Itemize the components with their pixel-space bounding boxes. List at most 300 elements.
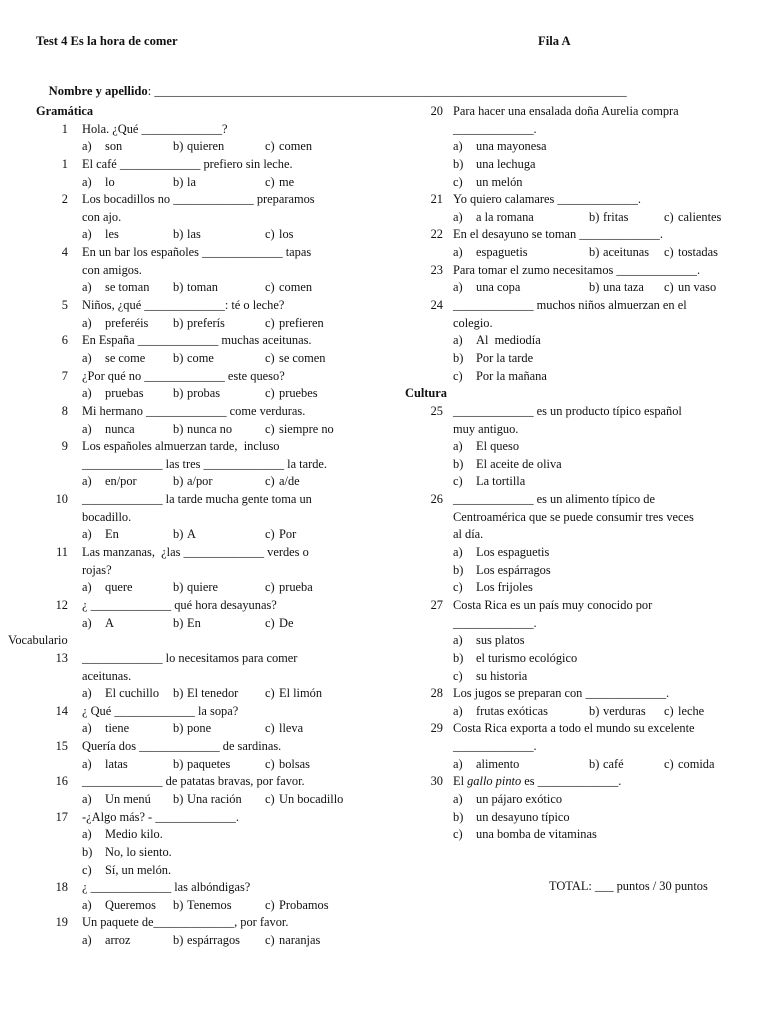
answer-options: [405, 703, 750, 721]
option-text: verduras: [603, 703, 646, 718]
question-row: [36, 738, 376, 756]
question-continuation: [36, 262, 376, 280]
option-letter: b): [453, 562, 464, 577]
question-text: con amigos.: [82, 262, 142, 277]
question-text: Costa Rica es un país muy conocido por: [453, 597, 653, 612]
option-text: preferís: [187, 315, 225, 330]
question-row: [405, 720, 750, 738]
option-letter: c): [265, 791, 275, 806]
option-letter: b): [173, 350, 184, 365]
option-letter: c): [265, 421, 275, 436]
option-text: tostadas: [678, 245, 718, 260]
answer-options: [405, 209, 750, 227]
answer-option-row: [36, 826, 376, 844]
option-text: Los espárragos: [476, 562, 551, 577]
option-letter: a): [82, 756, 92, 771]
question-number: 1: [61, 121, 68, 136]
option-text: preferéis: [105, 315, 149, 330]
question-row: [36, 156, 376, 174]
option-text: Un menú: [105, 791, 151, 806]
option-letter: a): [82, 686, 92, 701]
option-text: a/por: [187, 474, 213, 489]
option-letter: a): [82, 791, 92, 806]
option-text: sus platos: [476, 633, 525, 648]
option-letter: b): [589, 245, 600, 260]
option-text: Una ración: [187, 791, 242, 806]
question-continuation: [36, 668, 376, 686]
option-letter: c): [453, 827, 463, 842]
question-row: [36, 703, 376, 721]
answer-options: [36, 279, 376, 297]
question-number: 4: [61, 245, 68, 260]
option-text: Al mediodía: [476, 333, 541, 348]
question-row: [36, 403, 376, 421]
option-text: De: [279, 615, 294, 630]
option-text: quere: [105, 580, 133, 595]
option-text: Por la tarde: [476, 350, 534, 365]
answer-options: [36, 897, 376, 915]
question-text: colegio.: [453, 315, 493, 330]
question-number: 6: [61, 333, 68, 348]
option-text: pone: [187, 721, 212, 736]
question-row: [36, 879, 376, 897]
question-row: [36, 332, 376, 350]
question-number: 15: [55, 739, 68, 754]
option-letter: a): [453, 333, 463, 348]
question-row: [405, 773, 750, 791]
option-text: toman: [187, 280, 218, 295]
question-row: [405, 597, 750, 615]
question-text: al día.: [453, 527, 484, 542]
option-letter: c): [265, 139, 275, 154]
answer-option-row: [405, 826, 750, 844]
question-text: En un bar los españoles _____________ tapas: [82, 245, 312, 260]
question-text: _____________ muchos niños almuerzan en el: [453, 298, 687, 313]
option-text: comen: [279, 139, 313, 154]
question-continuation: [405, 509, 750, 527]
question-text: ¿ Qué _____________ la sopa?: [82, 703, 239, 718]
option-letter: b): [453, 809, 464, 824]
option-text: fritas: [603, 209, 629, 224]
answer-option-row: [405, 809, 750, 827]
answer-option-row: [405, 650, 750, 668]
option-letter: a): [82, 827, 92, 842]
option-letter: b): [173, 474, 184, 489]
question-text: Los bocadillos no _____________ preparamos: [82, 192, 315, 207]
option-letter: b): [589, 756, 600, 771]
option-text: una taza: [603, 280, 644, 295]
option-letter: a): [453, 633, 463, 648]
answer-options: [36, 932, 376, 950]
option-text: comen: [279, 280, 313, 295]
answer-option-row: [405, 544, 750, 562]
question-continuation: [405, 421, 750, 439]
option-text: un desayuno típico: [476, 809, 570, 824]
question-text: ¿ _____________ las albóndigas?: [82, 880, 251, 895]
question-text: En España _____________ muchas aceitunas.: [82, 333, 312, 348]
option-letter: b): [453, 156, 464, 171]
question-text: Costa Rica exporta a todo el mundo su excelente: [453, 721, 695, 736]
question-row: [36, 191, 376, 209]
option-letter: b): [173, 791, 184, 806]
option-text: A: [187, 527, 196, 542]
option-letter: c): [265, 527, 275, 542]
question-row: [36, 914, 376, 932]
question-text: Para hacer una ensalada doña Aurelia compra: [453, 104, 679, 118]
question-continuation: [405, 121, 750, 139]
total-score: TOTAL: ___ puntos / 30 puntos: [549, 879, 708, 893]
option-text: a/de: [279, 474, 300, 489]
question-number: 24: [430, 298, 443, 313]
option-text: La tortilla: [476, 474, 526, 489]
option-letter: c): [453, 368, 463, 383]
option-text: café: [603, 756, 624, 771]
option-letter: a): [82, 350, 92, 365]
question-number: 29: [430, 721, 443, 736]
section-heading: Vocabulario: [8, 633, 68, 648]
question-text: Hola. ¿Qué _____________?: [82, 121, 228, 136]
question-text: _____________.: [453, 615, 537, 630]
question-row: [405, 103, 750, 121]
left-column: [8, 103, 376, 950]
option-text: una bomba de vitaminas: [476, 827, 597, 842]
option-letter: a): [453, 756, 463, 771]
question-row: [36, 773, 376, 791]
question-number: 27: [430, 597, 443, 612]
question-text: aceitunas.: [82, 668, 132, 683]
option-letter: c): [265, 227, 275, 242]
option-letter: c): [664, 280, 674, 295]
question-row: [36, 368, 376, 386]
option-text: Un bocadillo: [279, 791, 344, 806]
question-row: [36, 491, 376, 509]
question-number: 17: [55, 809, 68, 824]
option-text: El cuchillo: [105, 686, 160, 701]
question-text: bocadillo.: [82, 509, 132, 524]
option-text: calientes: [678, 209, 722, 224]
option-text: El limón: [279, 686, 323, 701]
option-letter: c): [265, 350, 275, 365]
answer-options: [36, 579, 376, 597]
right-column: [405, 103, 750, 844]
option-text: nunca no: [187, 421, 233, 436]
option-text: prefieren: [279, 315, 324, 330]
option-letter: a): [453, 280, 463, 295]
answer-option-row: [405, 438, 750, 456]
option-text: prueba: [279, 580, 313, 595]
answer-options: [36, 421, 376, 439]
option-letter: c): [453, 668, 463, 683]
option-text: frutas exóticas: [476, 703, 548, 718]
question-row: [36, 597, 376, 615]
option-letter: b): [173, 315, 184, 330]
question-row: [405, 491, 750, 509]
option-text: pruebas: [105, 386, 144, 401]
question-text: Mi hermano _____________ come verduras.: [82, 403, 306, 418]
question-continuation: [405, 526, 750, 544]
option-letter: a): [82, 615, 92, 630]
option-letter: a): [453, 139, 463, 154]
option-text: la: [187, 174, 196, 189]
question-row: [36, 650, 376, 668]
option-text: naranjas: [279, 933, 321, 948]
answer-options: [36, 756, 376, 774]
option-letter: b): [173, 386, 184, 401]
question-text: _____________ lo necesitamos para comer: [82, 650, 298, 665]
name-label: Nombre y apellido: [48, 84, 148, 98]
option-letter: c): [265, 686, 275, 701]
option-letter: a): [82, 527, 92, 542]
question-text: _____________.: [453, 739, 537, 754]
option-text: paquetes: [187, 756, 231, 771]
option-letter: b): [589, 703, 600, 718]
option-letter: c): [265, 280, 275, 295]
option-letter: b): [173, 686, 184, 701]
question-text: ¿Por qué no _____________ este queso?: [82, 368, 285, 383]
answer-options: [405, 279, 750, 297]
option-letter: a): [82, 580, 92, 595]
option-text: latas: [105, 756, 128, 771]
question-row: [36, 544, 376, 562]
option-text: en/por: [105, 474, 137, 489]
option-text: un vaso: [678, 280, 717, 295]
question-number: 28: [430, 686, 443, 701]
option-letter: c): [265, 474, 275, 489]
option-text: El aceite de oliva: [476, 456, 562, 471]
option-letter: a): [82, 139, 92, 154]
question-row: [405, 403, 750, 421]
option-text: quieren: [187, 139, 225, 154]
option-text: leche: [678, 703, 705, 718]
option-letter: b): [82, 844, 93, 859]
option-letter: b): [173, 139, 184, 154]
question-row: [36, 121, 376, 139]
option-text: bolsas: [279, 756, 310, 771]
option-text: pruebes: [279, 386, 318, 401]
option-text: una mayonesa: [476, 139, 547, 154]
option-text: Por la mañana: [476, 368, 547, 383]
option-text: Los frijoles: [476, 580, 533, 595]
option-text: Probamos: [279, 897, 329, 912]
option-letter: a): [82, 933, 92, 948]
question-text: Quería dos _____________ de sardinas.: [82, 739, 282, 754]
question-text: _____________ de patatas bravas, por favor.: [82, 774, 305, 789]
option-text: un pájaro exótico: [476, 791, 563, 806]
question-text: _____________.: [453, 121, 537, 136]
option-letter: b): [173, 897, 184, 912]
option-letter: b): [173, 527, 184, 542]
question-number: 23: [430, 262, 443, 277]
answer-option-row: [405, 174, 750, 192]
option-letter: b): [173, 280, 184, 295]
option-letter: b): [453, 456, 464, 471]
option-letter: b): [173, 227, 184, 242]
question-number: 21: [430, 192, 443, 207]
answer-options: [36, 174, 376, 192]
question-continuation: [36, 456, 376, 474]
option-text: A: [105, 615, 114, 630]
answer-option-row: [405, 473, 750, 491]
option-letter: c): [265, 721, 275, 736]
question-text: Yo quiero calamares _____________.: [453, 192, 642, 207]
question-row: [405, 685, 750, 703]
question-text: _____________ es un producto típico español: [453, 403, 682, 418]
option-text: No, lo siento.: [105, 844, 172, 859]
question-text: Un paquete de_____________, por favor.: [82, 915, 289, 930]
option-text: se come: [105, 350, 146, 365]
answer-option-row: [405, 668, 750, 686]
question-row: [405, 191, 750, 209]
answer-option-row: [405, 332, 750, 350]
question-continuation: [36, 209, 376, 227]
option-text: lo: [105, 174, 115, 189]
option-letter: a): [453, 703, 463, 718]
question-number: 12: [55, 597, 68, 612]
option-letter: b): [173, 721, 184, 736]
question-text: En el desayuno se toman _____________.: [453, 227, 663, 242]
answer-option-row: [405, 791, 750, 809]
question-continuation: [36, 562, 376, 580]
option-letter: a): [82, 897, 92, 912]
question-number: 19: [55, 915, 68, 930]
question-number: 26: [430, 492, 443, 507]
option-letter: c): [82, 862, 92, 877]
question-row: [405, 297, 750, 315]
option-letter: c): [664, 245, 674, 260]
answer-options: [36, 226, 376, 244]
option-text: El tenedor: [187, 686, 239, 701]
option-text: En: [105, 527, 119, 542]
option-text: espárragos: [187, 933, 240, 948]
option-text: El queso: [476, 439, 520, 454]
question-row: [36, 297, 376, 315]
option-letter: a): [82, 386, 92, 401]
test-row-label: Fila A: [538, 34, 571, 48]
option-letter: c): [265, 933, 275, 948]
question-number: 22: [430, 227, 443, 242]
answer-options: [36, 350, 376, 368]
question-text: con ajo.: [82, 209, 122, 224]
question-number: 11: [56, 545, 68, 560]
option-letter: c): [265, 386, 275, 401]
option-text: se comen: [279, 350, 326, 365]
question-text: ¿ _____________ qué hora desayunas?: [82, 597, 277, 612]
answer-option-row: [405, 350, 750, 368]
option-letter: c): [265, 615, 275, 630]
section-heading: Cultura: [405, 386, 447, 401]
option-letter: b): [589, 209, 600, 224]
option-text: comida: [678, 756, 715, 771]
question-text: Los jugos se preparan con _____________.: [453, 686, 670, 701]
option-letter: b): [173, 174, 184, 189]
option-text: las: [187, 227, 201, 242]
answer-option-row: [405, 579, 750, 597]
answer-options: [36, 526, 376, 544]
option-text: son: [105, 139, 123, 154]
option-letter: c): [664, 756, 674, 771]
question-number: 25: [430, 403, 443, 418]
option-letter: c): [664, 703, 674, 718]
question-text: _____________ es un alimento típico de: [453, 492, 656, 507]
question-number: 13: [55, 650, 68, 665]
option-letter: a): [82, 474, 92, 489]
option-letter: b): [453, 350, 464, 365]
question-text: El café _____________ prefiero sin leche.: [82, 156, 293, 171]
question-text: Las manzanas, ¿las _____________ verdes o: [82, 545, 309, 560]
option-letter: c): [453, 174, 463, 189]
question-number: 14: [55, 703, 68, 718]
answer-option-row: [36, 844, 376, 862]
name-line: : ___________________________________________________________________________: [147, 84, 627, 98]
answer-option-row: [405, 562, 750, 580]
option-letter: a): [453, 791, 463, 806]
question-text: _____________ las tres _____________ la tarde.: [82, 456, 328, 471]
option-text: Sí, un melón.: [105, 862, 172, 877]
option-letter: b): [453, 650, 464, 665]
option-text: una lechuga: [476, 156, 536, 171]
answer-options: [36, 720, 376, 738]
answer-options: [36, 385, 376, 403]
option-letter: a): [82, 280, 92, 295]
question-number: 18: [55, 880, 68, 895]
answer-options: [405, 756, 750, 774]
answer-option-row: [405, 138, 750, 156]
option-letter: a): [82, 721, 92, 736]
option-text: el turismo ecológico: [476, 650, 578, 665]
question-row: [36, 809, 376, 827]
option-letter: b): [173, 615, 184, 630]
section-heading: Gramática: [36, 104, 94, 118]
question-number: 2: [61, 192, 68, 207]
question-number: 1: [61, 156, 68, 171]
question-row: [36, 438, 376, 456]
option-text: tiene: [105, 721, 130, 736]
question-text: Los españoles almuerzan tarde, incluso: [82, 439, 280, 454]
answer-options: [36, 791, 376, 809]
option-text: se toman: [105, 280, 150, 295]
question-number: 20: [430, 104, 443, 118]
question-number: 30: [430, 774, 443, 789]
answer-options: [36, 615, 376, 633]
question-text: Centroamérica que se puede consumir tres veces: [453, 509, 694, 524]
option-letter: b): [173, 933, 184, 948]
question-continuation: [405, 315, 750, 333]
answer-option-row: [405, 156, 750, 174]
option-text: siempre no: [279, 421, 334, 436]
option-text: alimento: [476, 756, 520, 771]
answer-options: [36, 685, 376, 703]
question-continuation: [405, 615, 750, 633]
option-text: los: [279, 227, 294, 242]
question-number: 7: [61, 368, 68, 383]
option-text: nunca: [105, 421, 135, 436]
option-text: arroz: [105, 933, 131, 948]
option-letter: c): [265, 315, 275, 330]
question-row: [405, 262, 750, 280]
option-text: probas: [187, 386, 221, 401]
option-letter: c): [664, 209, 674, 224]
question-row: [36, 244, 376, 262]
option-letter: b): [173, 756, 184, 771]
option-text: un melón: [476, 174, 523, 189]
option-letter: b): [589, 280, 600, 295]
option-text: espaguetis: [476, 245, 528, 260]
question-number: 8: [61, 403, 68, 418]
question-continuation: [405, 738, 750, 756]
test-title: Test 4 Es la hora de comer: [36, 34, 178, 48]
answer-option-row: [405, 632, 750, 650]
answer-options: [36, 138, 376, 156]
